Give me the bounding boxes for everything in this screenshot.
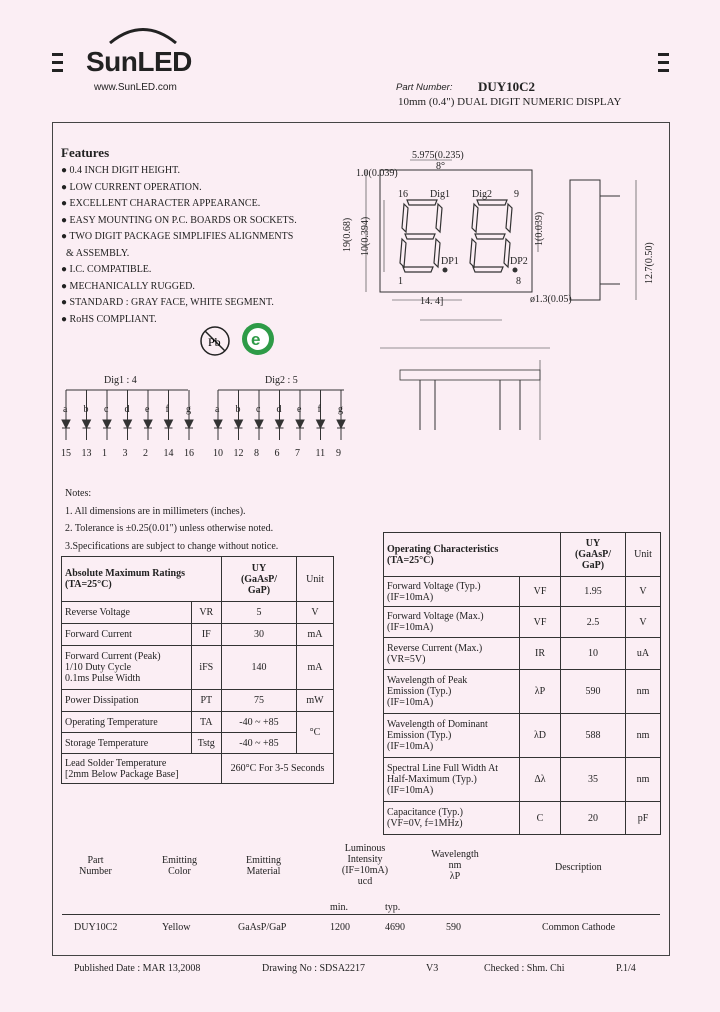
- abs-max-col-head: UY (GaAsP/ GaP): [222, 557, 297, 602]
- pin-number: 8: [254, 448, 259, 459]
- op-char-unit: nm: [626, 670, 661, 714]
- logo: SunLED: [86, 46, 192, 77]
- website[interactable]: www.SunLED.com: [94, 82, 177, 93]
- label-dig2: Dig2: [472, 189, 492, 200]
- dim-digit-height: 10(0.394): [360, 216, 371, 256]
- parts-row-typ: 4690: [385, 922, 405, 933]
- op-char-table: [383, 532, 661, 835]
- op-char-sym: VF: [520, 607, 561, 638]
- op-char-val: 1.95: [561, 577, 626, 607]
- parts-head-lum: Luminous Intensity (IF=10mA) ucd: [341, 843, 389, 887]
- dim-top: 5.975(0.235): [412, 150, 464, 161]
- logo-bar: [658, 69, 669, 72]
- package-side-drawing: [560, 168, 650, 308]
- abs-max-name: Forward Current (Peak) 1/10 Duty Cycle 0.1ms Pulse Width: [62, 646, 192, 690]
- parts-head-min: min.: [330, 902, 349, 913]
- diode-icon: [255, 420, 263, 428]
- parts-row-desc: Common Cathode: [542, 922, 616, 933]
- op-char-val: 590: [561, 670, 626, 714]
- pin-number: 10: [213, 448, 223, 459]
- pin-number: 2: [143, 448, 148, 459]
- abs-max-val: 140: [222, 646, 297, 690]
- segment-label: a: [63, 404, 68, 415]
- segment-label: c: [256, 404, 261, 415]
- pb-free-icon: [198, 324, 232, 358]
- features-list: [61, 163, 361, 328]
- parts-divider: [62, 914, 660, 915]
- segment-label: f: [317, 404, 321, 415]
- parts-head-typ: typ.: [385, 902, 401, 913]
- abs-max-name: Storage Temperature: [62, 733, 192, 754]
- footer-checked: Checked : Shm. Chi: [484, 963, 565, 974]
- pin-number: 7: [295, 448, 300, 459]
- pin-number: 6: [274, 448, 280, 459]
- op-char-sym: λP: [520, 670, 561, 714]
- op-char-val: 588: [561, 714, 626, 758]
- logo-bar: [658, 53, 669, 56]
- segment-label: b: [83, 404, 89, 415]
- dim-angle: 8°: [436, 161, 445, 172]
- note-item: 3.Specifications are subject to change without notice.: [65, 541, 279, 552]
- footer-published: Published Date : MAR 13,2008: [74, 963, 201, 974]
- part-number-label: Part Number:: [396, 82, 453, 93]
- diode-icon: [185, 420, 193, 428]
- abs-max-sym: VR: [191, 602, 221, 624]
- pin-number: 11: [315, 448, 326, 459]
- parts-row-part: DUY10C2: [74, 922, 118, 933]
- segment-label: d: [124, 404, 130, 415]
- abs-max-name: Power Dissipation: [62, 690, 192, 712]
- label-pin-9: 9: [514, 189, 519, 200]
- abs-max-val: -40 ~ +85: [222, 712, 297, 733]
- diode-icon: [124, 420, 132, 428]
- dim-height-total: 19(0.68): [342, 217, 353, 252]
- op-char-unit: pF: [626, 802, 661, 835]
- op-char-name: Reverse Current (Max.) (VR=5V): [384, 638, 520, 670]
- abs-max-unit: °C: [297, 712, 334, 754]
- feature-item: ● TWO DIGIT PACKAGE SIMPLIFIES ALIGNMENTS: [61, 231, 294, 242]
- abs-max-val: 5: [222, 602, 297, 624]
- op-char-name: Spectral Line Full Width At Half-Maximum (Typ.) (IF=10mA): [384, 758, 520, 802]
- segment-label: g: [338, 404, 343, 415]
- segment-label: e: [297, 404, 302, 415]
- dim-bottom: 14. 4]: [420, 296, 444, 307]
- feature-item: ● I.C. COMPATIBLE.: [61, 264, 152, 275]
- diode-icon: [165, 420, 173, 428]
- feature-item: ● MECHANICALLY RUGGED.: [61, 280, 195, 292]
- op-char-sym: VF: [520, 577, 561, 607]
- diode-icon: [337, 420, 345, 428]
- diode-icon: [103, 420, 111, 428]
- abs-max-col-unit: Unit: [297, 557, 334, 602]
- rohs-e-icon: [240, 321, 276, 357]
- op-char-name: Forward Voltage (Max.) (IF=10mA): [384, 607, 520, 638]
- pin-number: 13: [81, 448, 92, 459]
- pin-number: 16: [184, 448, 194, 459]
- features-title: Features: [61, 145, 110, 160]
- logo-arc-icon: [108, 22, 178, 44]
- abs-max-name: Reverse Voltage: [62, 602, 192, 624]
- parts-row-min: 1200: [330, 922, 350, 933]
- parts-head-desc: Description: [555, 862, 602, 873]
- op-char-col-head: UY (GaAsP/ GaP): [561, 533, 626, 577]
- op-char-unit: nm: [626, 714, 661, 758]
- part-number: DUY10C2: [478, 79, 536, 94]
- op-char-unit: V: [626, 607, 661, 638]
- pin-number: 14: [163, 448, 174, 459]
- abs-max-name: Forward Current: [62, 624, 192, 646]
- op-char-val: 35: [561, 758, 626, 802]
- parts-head-color: Emitting Color: [162, 855, 197, 877]
- diode-icon: [214, 420, 222, 428]
- subtitle: 10mm (0.4") DUAL DIGIT NUMERIC DISPLAY: [398, 96, 622, 108]
- abs-max-sym: TA: [191, 712, 221, 733]
- label-pin-8: 8: [516, 276, 521, 287]
- op-char-name: Wavelength of Peak Emission (Typ.) (IF=10mA): [384, 670, 520, 714]
- op-char-sym: IR: [520, 638, 561, 670]
- feature-item: ● LOW CURRENT OPERATION.: [61, 181, 202, 193]
- op-char-unit: uA: [626, 638, 661, 670]
- note-item: 2. Tolerance is ±0.25(0.01") unless otherwise noted.: [65, 523, 274, 534]
- feature-item: ● STANDARD : GRAY FACE, WHITE SEGMENT.: [61, 297, 274, 308]
- op-char-name: Capacitance (Typ.) (VF=0V, f=1MHz): [384, 802, 520, 835]
- package-pin-drawing: [380, 340, 560, 450]
- diode-icon: [62, 420, 70, 428]
- diode-icon: [83, 420, 91, 428]
- label-dp1: DP1: [441, 256, 459, 267]
- diode-icon: [144, 420, 152, 428]
- pin-number: 9: [336, 448, 341, 459]
- footer-drawing: Drawing No : SDSA2217: [262, 963, 366, 974]
- logo-bar: [52, 53, 63, 56]
- pin-number: 1: [102, 448, 107, 459]
- circuit-diagram: [58, 384, 358, 444]
- feature-item: ● EXCELLENT CHARACTER APPEARANCE.: [61, 198, 261, 209]
- segment-label: d: [276, 404, 282, 415]
- segment-label: a: [215, 404, 220, 415]
- abs-max-unit: mA: [297, 646, 334, 690]
- op-char-sym: C: [520, 802, 561, 835]
- feature-item: ● EASY MOUNTING ON P.C. BOARDS OR SOCKETS.: [61, 214, 297, 226]
- parts-row-wave: 590: [446, 922, 461, 933]
- op-char-sym: Δλ: [520, 758, 561, 802]
- logo-bar: [52, 61, 63, 64]
- svg-text:e: e: [251, 330, 261, 349]
- abs-max-table: [61, 556, 334, 784]
- dim-pin: ø1.3(0.05): [530, 294, 572, 305]
- parts-head-wave: Wavelength nm λP: [431, 849, 479, 882]
- diode-icon: [276, 420, 284, 428]
- diode-icon: [235, 420, 243, 428]
- solder-val: 260°C For 3-5 Seconds: [222, 754, 334, 784]
- op-char-unit: V: [626, 577, 661, 607]
- feature-item: ● 0.4 INCH DIGIT HEIGHT.: [61, 165, 180, 176]
- segment-label: g: [186, 404, 191, 415]
- abs-max-sym: Tstg: [191, 733, 221, 754]
- abs-max-val: 30: [222, 624, 297, 646]
- dim-right: 1(0.039): [534, 211, 545, 246]
- op-char-val: 10: [561, 638, 626, 670]
- segment-label: c: [104, 404, 109, 415]
- circuit-dig1-label: Dig1 : 4: [104, 375, 137, 386]
- parts-row-color: Yellow: [162, 922, 191, 933]
- label-pin-16: 16: [398, 189, 408, 200]
- abs-max-title-cell: Absolute Maximum Ratings (TA=25°C): [62, 557, 222, 602]
- solder-name: Lead Solder Temperature [2mm Below Package Base]: [62, 754, 222, 784]
- label-dig1: Dig1: [430, 189, 450, 200]
- abs-max-sym: PT: [191, 690, 221, 712]
- pin-number: 3: [122, 448, 128, 459]
- abs-max-val: 75: [222, 690, 297, 712]
- op-char-val: 20: [561, 802, 626, 835]
- parts-row-material: GaAsP/GaP: [238, 922, 287, 933]
- dim-side: 12.7(0.50): [644, 242, 655, 284]
- abs-max-sym: IF: [191, 624, 221, 646]
- op-char-val: 2.5: [561, 607, 626, 638]
- segment-label: e: [145, 404, 150, 415]
- op-char-unit: nm: [626, 758, 661, 802]
- pin-number: 15: [61, 448, 71, 459]
- abs-max-unit: mA: [297, 624, 334, 646]
- abs-max-unit: V: [297, 602, 334, 624]
- label-pin-1: 1: [398, 276, 403, 287]
- op-char-title-cell: Operating Characteristics (TA=25°C): [384, 533, 561, 577]
- svg-text:Pb: Pb: [208, 335, 221, 349]
- diode-icon: [317, 420, 325, 428]
- notes-title: Notes:: [65, 488, 92, 499]
- label-dp2: DP2: [510, 256, 528, 267]
- op-char-col-unit: Unit: [626, 533, 661, 577]
- dim-left-small: 1.0(0.039): [356, 168, 398, 179]
- parts-head-part: Part Number: [79, 855, 112, 877]
- abs-max-unit: mW: [297, 690, 334, 712]
- pin-number: 12: [233, 448, 244, 459]
- segment-label: f: [165, 404, 169, 415]
- logo-bar: [658, 61, 669, 64]
- segment-label: b: [235, 404, 241, 415]
- feature-item: ● RoHS COMPLIANT.: [61, 313, 157, 325]
- feature-item: & ASSEMBLY.: [66, 247, 130, 259]
- footer-page: P.1/4: [616, 963, 636, 974]
- logo-bar: [52, 69, 63, 72]
- abs-max-val: -40 ~ +85: [222, 733, 297, 754]
- footer-version: V3: [426, 963, 439, 974]
- circuit-dig2-label: Dig2 : 5: [265, 375, 298, 386]
- op-char-name: Forward Voltage (Typ.) (IF=10mA): [384, 577, 520, 607]
- note-item: 1. All dimensions are in millimeters (inches).: [65, 506, 246, 517]
- diode-icon: [296, 420, 304, 428]
- op-char-name: Wavelength of Dominant Emission (Typ.) (IF=10mA): [384, 714, 520, 758]
- abs-max-sym: iFS: [191, 646, 221, 690]
- parts-head-material: Emitting Material: [246, 855, 281, 877]
- op-char-sym: λD: [520, 714, 561, 758]
- abs-max-name: Operating Temperature: [62, 712, 192, 733]
